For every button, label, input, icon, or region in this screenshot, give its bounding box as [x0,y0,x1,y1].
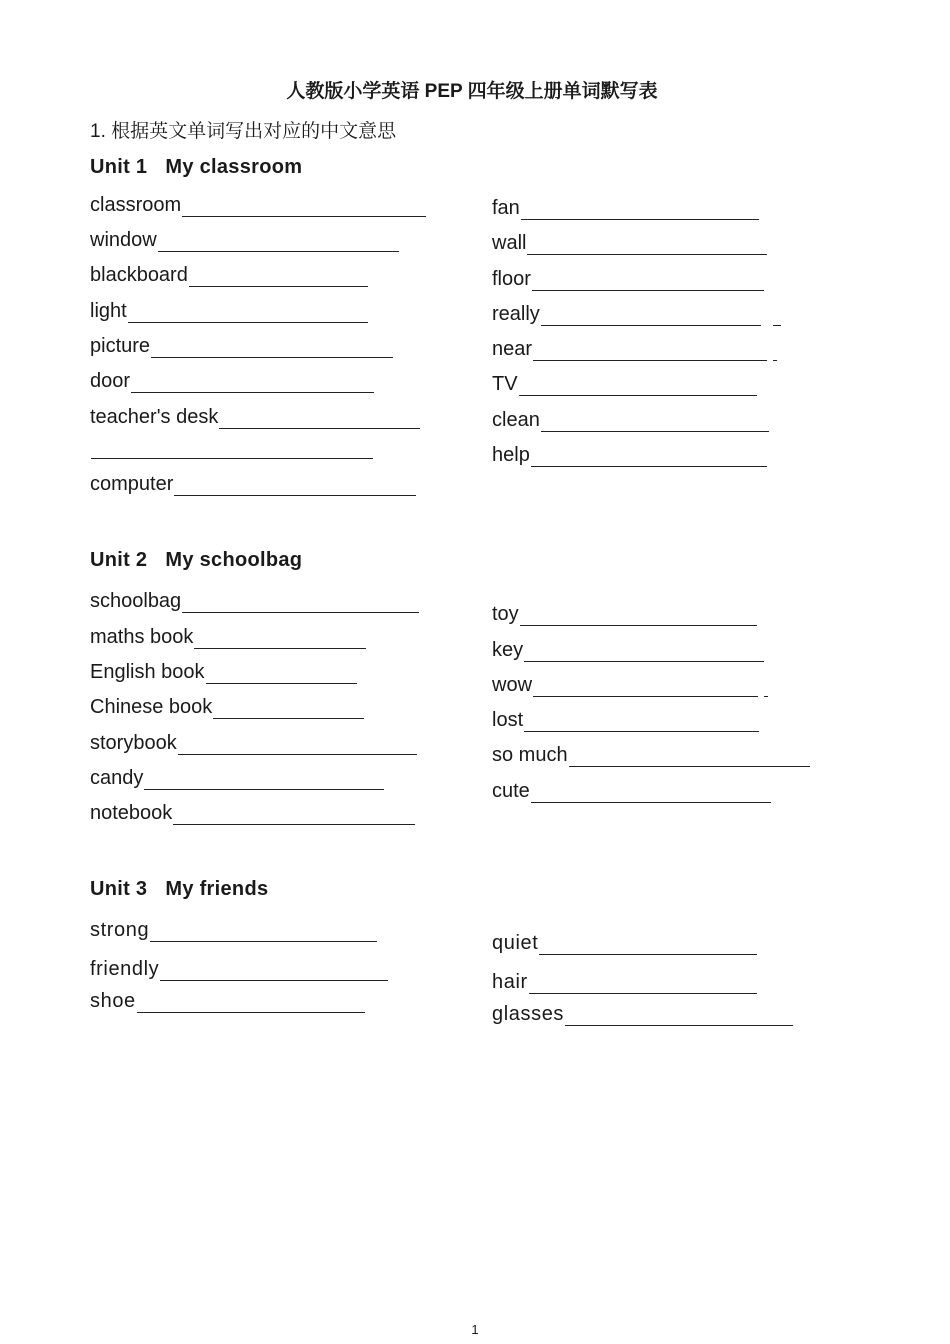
answer-blank[interactable] [569,748,810,767]
answer-blank[interactable] [173,806,415,825]
instruction: 1. 根据英文单词写出对应的中文意思 [90,121,397,142]
word-row [90,695,364,719]
word-row [492,708,759,732]
answer-blank[interactable] [531,448,767,467]
blank-tail [764,678,768,697]
answer-blank[interactable] [137,994,365,1013]
word: classroom [90,194,182,216]
word: cute [492,780,530,802]
answer-blank[interactable] [213,700,364,719]
word: fan [492,197,520,219]
answer-blank[interactable] [144,771,384,790]
word: teacher's desk [90,406,219,428]
answer-blank[interactable] [565,1007,793,1026]
word-row [90,918,377,942]
unit-label: Unit 2 [90,549,148,571]
answer-blank[interactable] [524,713,759,732]
word-row [492,743,810,767]
unit-3-heading [90,878,268,901]
word-row [90,228,399,252]
unit-label: Unit 1 [90,156,148,178]
word: wall [492,232,527,254]
word-row [90,299,368,323]
answer-blank[interactable] [158,233,399,252]
word-row [90,193,426,217]
word: picture [90,335,151,357]
answer-blank[interactable] [131,374,374,393]
answer-blank[interactable] [531,784,771,803]
unit-name: My schoolbag [165,549,303,571]
word: help [492,444,530,466]
word-row [492,673,768,697]
word: key [492,639,524,661]
answer-blank[interactable] [532,272,764,291]
answer-blank[interactable] [533,342,767,361]
word: floor [492,268,531,290]
answer-blank[interactable] [539,936,757,955]
answer-blank[interactable] [521,201,759,220]
word-row [492,638,764,662]
answer-blank[interactable] [219,410,420,429]
page-number: 1 [471,1322,479,1337]
word: glasses [492,1003,565,1025]
word-row [492,337,777,361]
answer-blank[interactable] [91,440,373,459]
word-row [90,405,420,429]
answer-blank[interactable] [527,236,767,255]
word: door [90,370,131,392]
word: friendly [90,958,160,980]
blank-tail [773,307,781,326]
word: so much [492,744,568,766]
word: wow [492,674,533,696]
word: shoe [90,990,136,1012]
answer-blank[interactable] [160,962,388,981]
word-row [90,263,368,287]
word: quiet [492,932,539,954]
word: notebook [90,802,173,824]
word: candy [90,767,144,789]
page-title: 人教版小学英语 PEP 四年级上册单词默写表 [286,81,658,102]
word-row [492,408,769,432]
word-row [90,472,416,496]
word-row [492,931,757,955]
word-row [90,625,366,649]
word: toy [492,603,519,625]
word-row [492,602,757,626]
answer-blank[interactable] [174,477,416,496]
answer-blank[interactable] [520,607,757,626]
answer-blank[interactable] [206,665,357,684]
word-row [90,989,365,1013]
word: clean [492,409,540,431]
answer-blank[interactable] [182,594,419,613]
word-row [492,779,771,803]
word: really [492,303,540,325]
word: light [90,300,127,322]
word-row [492,1002,793,1026]
word-row [90,957,388,981]
answer-blank[interactable] [541,307,761,326]
answer-blank[interactable] [151,339,393,358]
word-row [90,589,419,613]
answer-blank[interactable] [519,377,757,396]
word: Chinese book [90,696,213,718]
word: TV [492,373,518,395]
answer-blank[interactable] [189,268,368,287]
word: lost [492,709,524,731]
unit-2-heading [90,549,302,572]
word: near [492,338,533,360]
word: window [90,229,157,251]
answer-blank[interactable] [150,923,377,942]
answer-blank[interactable] [194,630,366,649]
word-row [492,372,757,396]
word-row [90,660,357,684]
answer-blank[interactable] [533,678,758,697]
word-row [90,369,374,393]
word-row [90,731,417,755]
word: English book [90,661,205,683]
answer-blank[interactable] [178,736,417,755]
word: strong [90,919,150,941]
word-row [492,196,759,220]
answer-blank[interactable] [529,975,757,994]
word-row [492,443,767,467]
word-row [90,801,415,825]
word-row [492,302,781,326]
unit-label: Unit 3 [90,878,148,900]
word-row [90,440,373,459]
word: blackboard [90,264,188,286]
answer-blank[interactable] [524,643,764,662]
answer-blank[interactable] [182,198,426,217]
word-row [492,267,764,291]
unit-name: My classroom [165,156,303,178]
word-row [492,970,757,994]
word-row [492,231,767,255]
word-row [90,766,384,790]
word: maths book [90,626,194,648]
word: storybook [90,732,177,754]
word: hair [492,971,528,993]
word: schoolbag [90,590,182,612]
word: computer [90,473,174,495]
answer-blank[interactable] [541,413,769,432]
word-row [90,334,393,358]
answer-blank[interactable] [128,304,368,323]
unit-1-heading [90,156,302,179]
unit-name: My friends [165,878,269,900]
blank-tail [773,342,777,361]
